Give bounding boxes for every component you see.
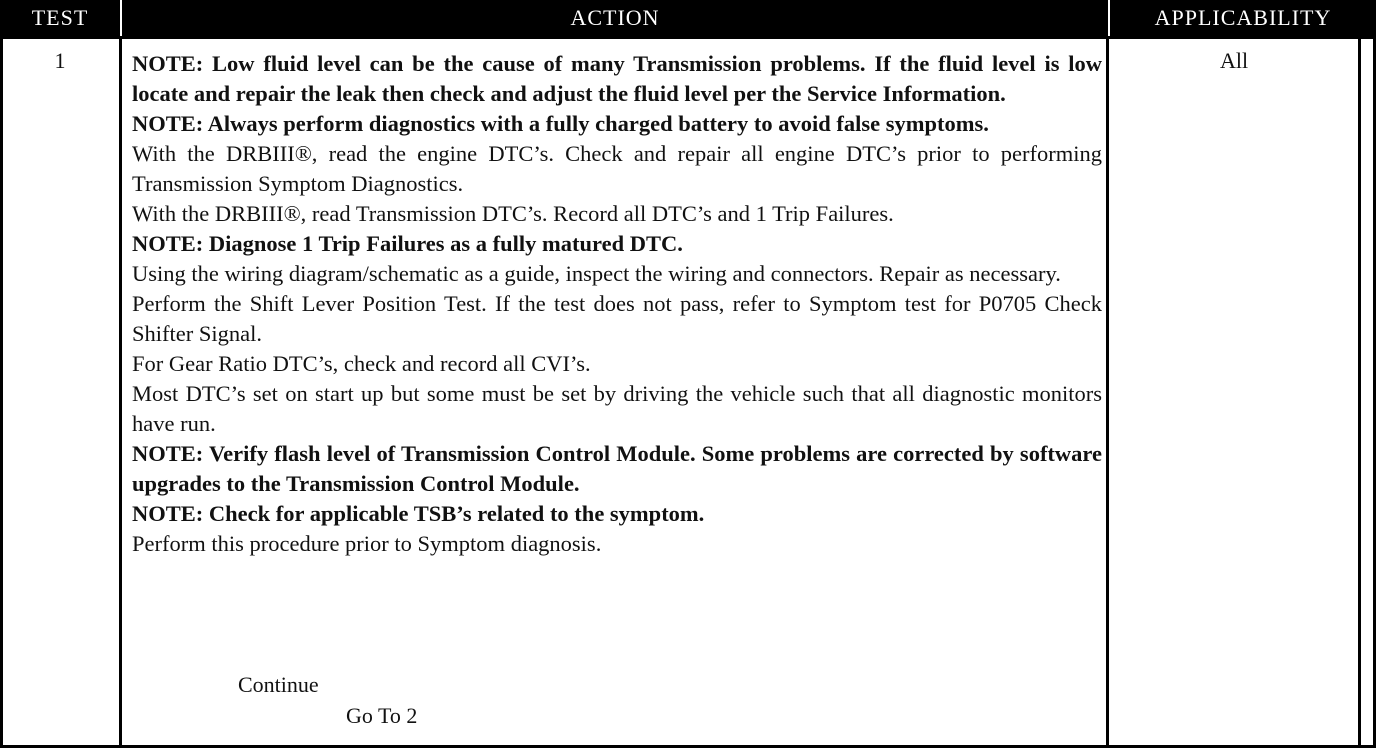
header-test: TEST bbox=[0, 0, 120, 36]
column-divider bbox=[1358, 36, 1361, 748]
action-step: Perform this procedure prior to Symptom diagnosis. bbox=[132, 531, 602, 556]
action-step: For Gear Ratio DTC’s, check and record all CVI’s. bbox=[132, 351, 591, 376]
action-note: NOTE: Low fluid level can be the cause of many Transmission problems. If the fluid level is low locate and repair the leak then check and adjust the fluid level per the Service Information. bbox=[132, 51, 1102, 106]
action-step: Perform the Shift Lever Position Test. If the test does not pass, refer to Symptom test for P0705 Check Shifter Signal. bbox=[132, 291, 1102, 346]
action-note: NOTE: Check for applicable TSB’s related to the symptom. bbox=[132, 501, 705, 526]
applicability-value: All bbox=[1219, 48, 1249, 73]
action-note: NOTE: Verify flash level of Transmission Control Module. Some problems are corrected by software upgrades to the Transmission Control Module. bbox=[132, 441, 1102, 496]
action-step: Most DTC’s set on start up but some must be set by driving the vehicle such that all diagnostic monitors have run. bbox=[132, 381, 1102, 436]
action-step: With the DRBIII®, read Transmission DTC’s. Record all DTC’s and 1 Trip Failures. bbox=[132, 201, 894, 226]
column-divider bbox=[119, 36, 122, 748]
action-note: NOTE: Diagnose 1 Trip Failures as a fully matured DTC. bbox=[132, 231, 683, 256]
header-applicability: APPLICABILITY bbox=[1110, 0, 1376, 36]
action-step: Using the wiring diagram/schematic as a guide, inspect the wiring and connectors. Repair as necessary. bbox=[132, 261, 1061, 286]
column-divider bbox=[1106, 36, 1109, 748]
continue-label: Continue bbox=[238, 672, 319, 697]
test-number: 1 bbox=[54, 48, 66, 73]
action-note: NOTE: Always perform diagnostics with a fully charged battery to avoid false symptoms. bbox=[132, 111, 989, 136]
goto-link[interactable]: Go To 2 bbox=[346, 703, 418, 728]
action-step: With the DRBIII®, read the engine DTC’s. Check and repair all engine DTC’s prior to performing Transmission Symptom Diagnostics. bbox=[132, 141, 1102, 196]
action-text bbox=[132, 49, 1102, 559]
header-action: ACTION bbox=[122, 0, 1108, 36]
